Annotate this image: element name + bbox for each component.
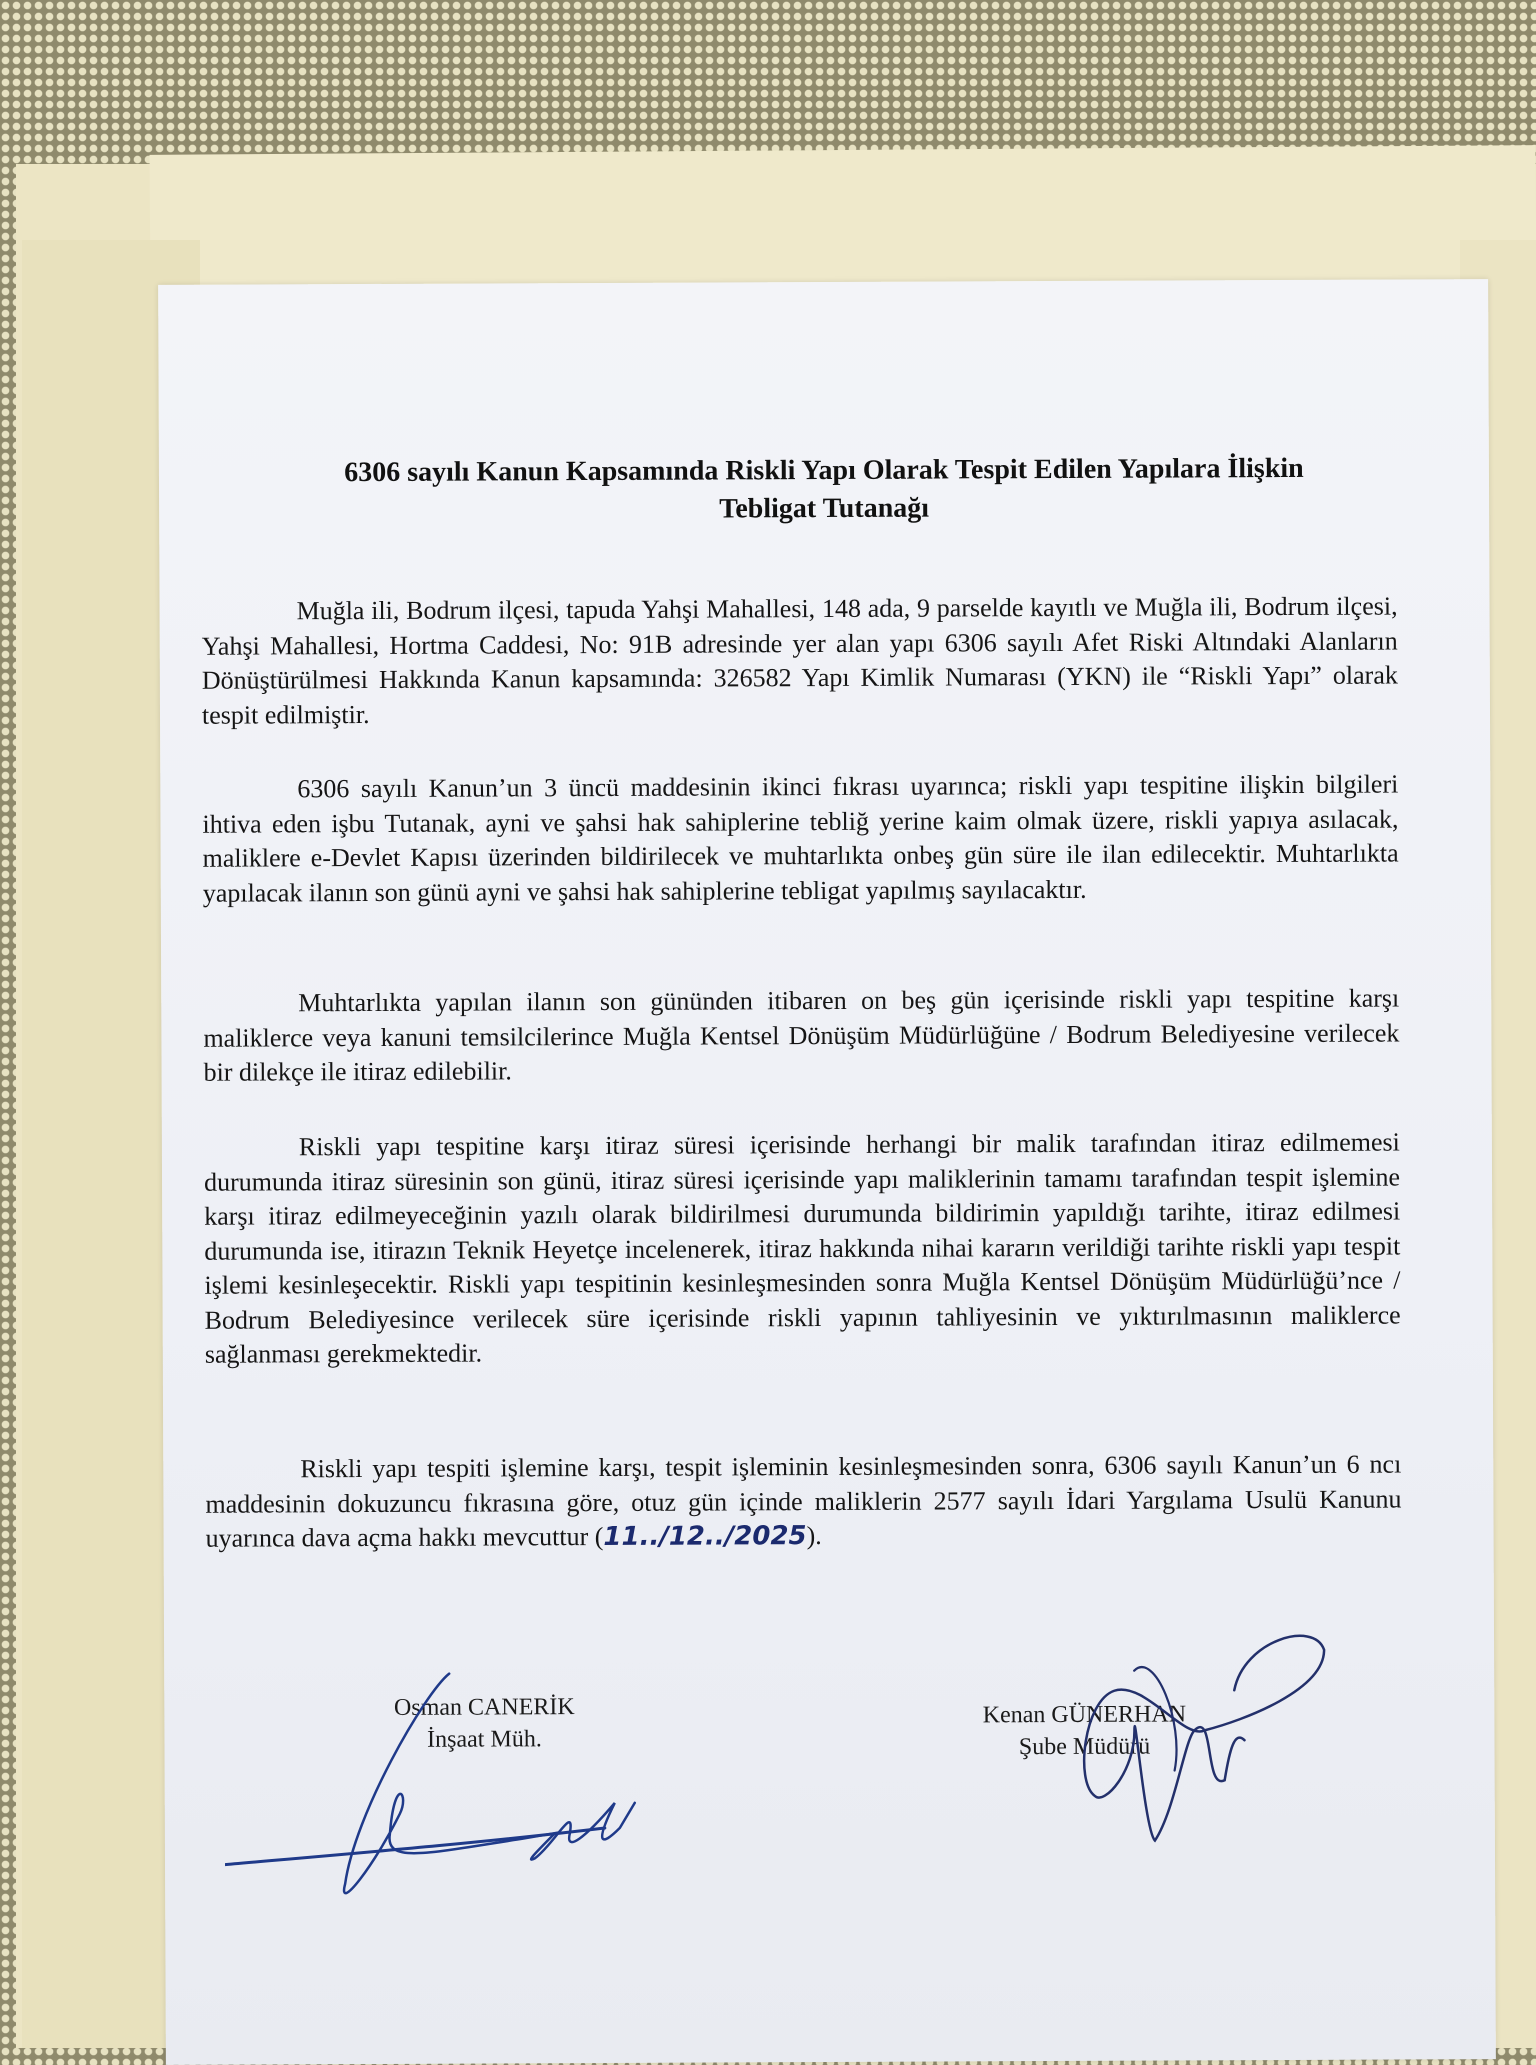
paragraph-1: Muğla ili, Bodrum ilçesi, tapuda Yahşi Mahallesi, 148 ada, 9 parselde kayıtlı ve Muğla ili, Bodrum ilçesi, Yahşi Mahallesi, Hortma Caddesi, No: 91B adresinde yer alan yapı 6306 sayılı Afet Riski Altındaki Alanların Dönüştürülmesi Hakkında Kanun kapsamında: 326582 Yapı Kimlik Numarası (YKN) ile “Riskli Yapı” olarak tespit edilmiştir.: [201, 591, 1398, 730]
paragraph-4: Riskli yapı tespitine karşı itiraz süresi içerisinde herhangi bir malik tarafından itiraz edilmemesi durumunda itiraz süresinin son günü, itiraz süresi içerisinde yapı maliklerinin tamamı tarafından tespit işlemine karşı itiraz edilmeyeceğinin yazılı olarak bildirilmesi durumunda bildirimin yapıldığı tarihte, itiraz edilmesi durumunda ise, itirazın Teknik Heyetçe incelenerek, itiraz hakkında nihai kararın verildiği tarihte riskli yapı tespit işlemi kesinleşecektir. Riskli yapı tespitinin kesinleşmesinden sonra Muğla Kentsel Dönüşüm Müdürlüğü’nce / Bodrum Belediyesince verilecek süre içerisinde riskli yapının tahliyesinin ve yıktırılmasının maliklerce sağlanması gerekmektedir.: [203, 1127, 1401, 1369]
signature-right: [984, 1579, 1425, 1881]
notice-paper: [158, 279, 1496, 2065]
signature-left: [224, 1652, 745, 1914]
paragraph-5: [205, 1447, 1401, 1556]
title-line-2: Tebligat Tutanağı: [719, 492, 930, 525]
signatory-right-title: Şube Müdürü: [1018, 1733, 1151, 1761]
signatory-right-name: Kenan GÜNERHAN: [982, 1701, 1187, 1729]
title-line-1: 6306 sayılı Kanun Kapsamında Riskli Yapı Olarak Tespit Edilen Yapılara İlişkin: [344, 452, 1304, 489]
document-title: [249, 449, 1399, 530]
paragraph-5-text: Riskli yapı tespiti işlemine karşı, tespit işleminin kesinleşmesinden sonra, 6306 sayılı Kanun’un 6 ncı maddesinin dokuzuncu fıkrasına göre, otuz gün içinde maliklerin 2577 sayılı İdari Yargılama Usulü Kanunu uyarınca dava açma hakkı mevcuttur: [205, 1449, 1402, 1553]
signatory-left-title: İnşaat Müh.: [427, 1726, 542, 1753]
handwritten-date: 11../12../2025: [603, 1521, 807, 1552]
date-open: (: [588, 1521, 604, 1552]
date-close: ).: [806, 1521, 822, 1551]
paragraph-3: Muhtarlıkta yapılan ilanın son gününden itibaren on beş gün içerisinde riskli yapı tespitine karşı maliklerce veya kanuni temsilcilerince Muğla Kentsel Dönüşüm Müdürlüğüne / Bodrum Belediyesine verilecek bir dilekçe ile itiraz edilebilir.: [203, 983, 1400, 1087]
paragraph-2: 6306 sayılı Kanun’un 3 üncü maddesinin ikinci fıkrası uyarınca; riskli yapı tespitine ilişkin bilgileri ihtiva eden işbu Tutanak, ayni ve şahsi hak sahiplerine tebliğ yerine kaim olmak üzere, riskli yapıya asılacak, maliklere e-Devlet Kapısı üzerinden bildirilecek ve muhtarlıkta onbeş gün süre ile ilan edilecektir. Muhtarlıkta yapılacak ilanın son günü ayni ve şahsi hak sahiplerine tebligat yapılmış sayılacaktır.: [202, 769, 1399, 908]
tape-top: [150, 145, 1536, 300]
signatory-left-name: Osman CANERİK: [393, 1694, 575, 1721]
